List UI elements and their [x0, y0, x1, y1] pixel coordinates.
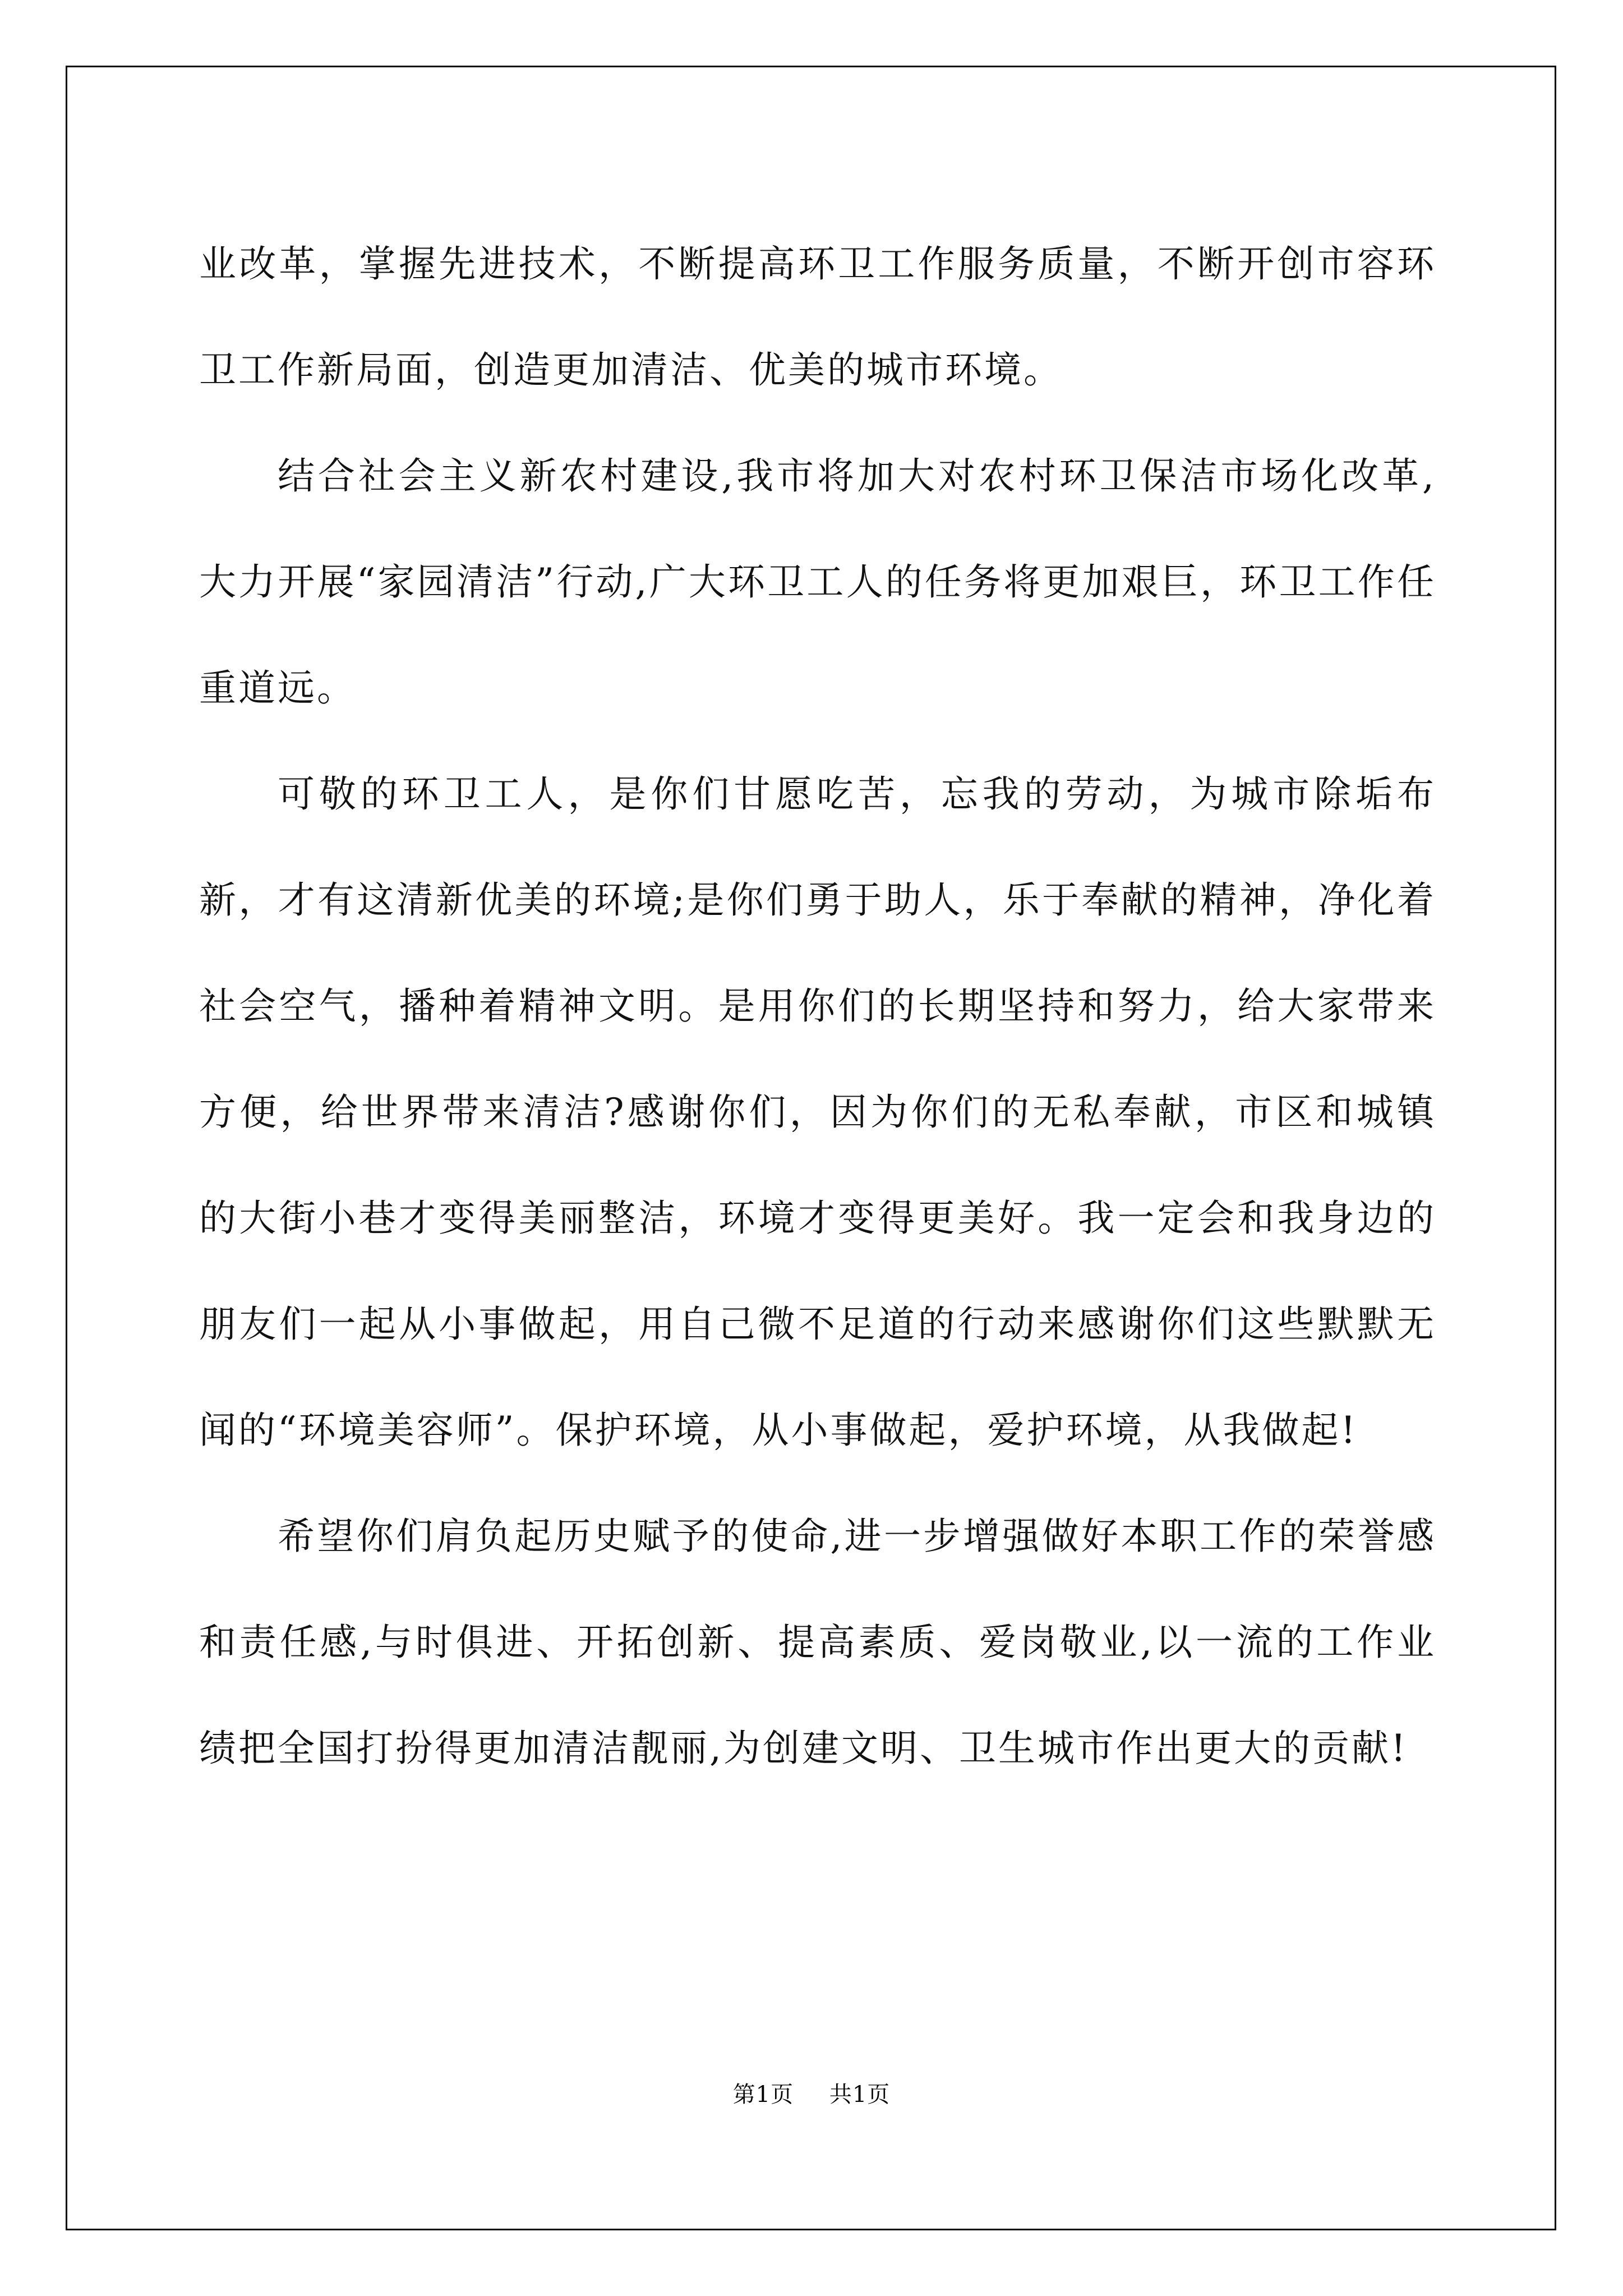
page-number: 第1页	[732, 2082, 794, 2108]
page-footer	[0, 2078, 1623, 2111]
paragraph: 希望你们肩负起历史赋予的使命,进一步增强做好本职工作的荣誉感和责任感,与时俱进、开拓创新、提高素质、爱岗敬业,以一流的工作业绩把全国打扮得更加清洁靓丽,为创建文明、卫生城市作出更大的贡献!	[199, 1515, 1436, 1770]
page-total: 共1页	[829, 2082, 891, 2108]
paragraph: 可敬的环卫工人，是你们甘愿吃苦，忘我的劳动，为城市除垢布新，才有这清新优美的环境;是你们勇于助人，乐于奉献的精神，净化着社会空气，播种着精神文明。是用你们的长期坚持和努力，给大家带来方便，给世界带来清洁?感谢你们，因为你们的无私奉献，市区和城镇的大街小巷才变得美丽整洁，环境才变得更美好。我一定会和我身边的朋友们一起从小事做起，用自己微不足道的行动来感谢你们这些默默无闻的“环境美容师”。保护环境，从小事做起，爱护环境，从我做起!	[199, 772, 1436, 1452]
document-body	[199, 211, 1436, 1801]
paragraph: 业改革，掌握先进技术，不断提高环卫工作服务质量，不断开创市容环卫工作新局面，创造更加清洁、优美的城市环境。	[199, 242, 1436, 392]
paragraph: 结合社会主义新农村建设,我市将加大对农村环卫保洁市场化改革,大力开展“家园清洁”行动,广大环卫工人的任务将更加艰巨，环卫工作任重道远。	[199, 454, 1436, 710]
